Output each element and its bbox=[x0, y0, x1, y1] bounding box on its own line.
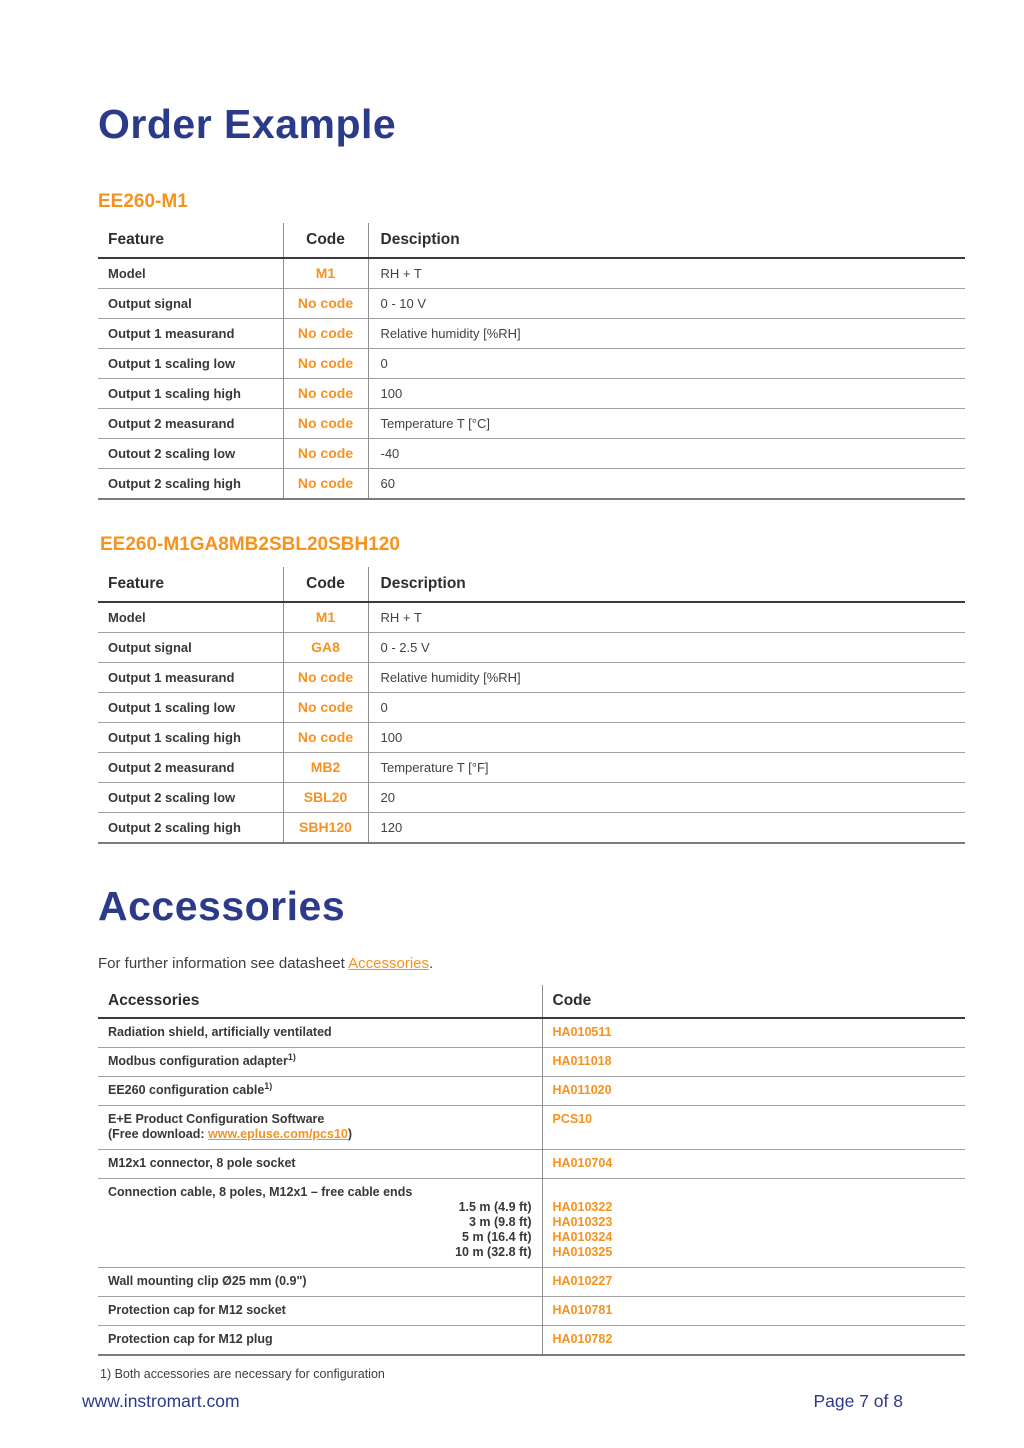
code-cell: No code bbox=[283, 469, 368, 500]
description-cell: 60 bbox=[368, 469, 965, 500]
accessory-label: Protection cap for M12 socket bbox=[108, 1303, 286, 1317]
order-model-heading: EE260-M1GA8MB2SBL20SBH120 bbox=[100, 534, 400, 555]
table-row bbox=[98, 602, 965, 633]
code-cell: GA8 bbox=[283, 633, 368, 663]
column-header-accessories: Accessories bbox=[108, 992, 200, 1009]
table-row bbox=[98, 633, 965, 663]
accessory-row bbox=[98, 1179, 965, 1268]
table-row bbox=[98, 439, 965, 469]
footer-page-number: Page 7 of 8 bbox=[813, 1391, 903, 1411]
accessory-row bbox=[98, 1106, 965, 1150]
feature-cell: Output 1 measurand bbox=[108, 670, 235, 685]
order-example-block bbox=[98, 191, 965, 500]
accessory-label-cell bbox=[98, 1268, 542, 1297]
download-link[interactable]: www.epluse.com/pcs10 bbox=[208, 1127, 348, 1141]
accessory-label: EE260 configuration cable bbox=[108, 1083, 265, 1097]
description-cell: Temperature T [°F] bbox=[368, 753, 965, 783]
description-cell: -40 bbox=[368, 439, 965, 469]
description-cell: Temperature T [°C] bbox=[368, 409, 965, 439]
accessory-label-cell bbox=[98, 1106, 542, 1150]
code-cell: No code bbox=[283, 663, 368, 693]
column-header-code: Code bbox=[283, 223, 368, 258]
code-cell: No code bbox=[283, 349, 368, 379]
table-row bbox=[98, 663, 965, 693]
accessory-label: Wall mounting clip Ø25 mm (0.9") bbox=[108, 1274, 307, 1288]
feature-cell: Output 1 scaling high bbox=[108, 730, 241, 745]
page-footer bbox=[82, 1391, 903, 1412]
description-cell: 0 - 10 V bbox=[368, 289, 965, 319]
download-text-post: ) bbox=[347, 1127, 353, 1141]
order-table-header-row bbox=[98, 567, 965, 602]
column-header-feature: Feature bbox=[108, 231, 164, 248]
variant-code: HA010325 bbox=[552, 1245, 613, 1259]
accessory-code: HA010704 bbox=[552, 1156, 613, 1170]
table-row bbox=[98, 289, 965, 319]
accessory-code-cell bbox=[542, 1077, 965, 1106]
accessory-code: HA010227 bbox=[552, 1274, 613, 1288]
variant-code: HA010323 bbox=[552, 1215, 613, 1229]
feature-cell: Output 2 scaling low bbox=[108, 790, 236, 805]
column-header-feature: Feature bbox=[108, 575, 164, 592]
order-table-header-row bbox=[98, 223, 965, 258]
accessory-code: HA010511 bbox=[552, 1025, 612, 1039]
code-cell: No code bbox=[283, 723, 368, 753]
description-cell: 100 bbox=[368, 379, 965, 409]
description-cell: Relative humidity [%RH] bbox=[368, 663, 965, 693]
variant-code: HA010324 bbox=[552, 1230, 613, 1244]
accessory-label-cell bbox=[98, 1326, 542, 1356]
code-cell: MB2 bbox=[283, 753, 368, 783]
feature-cell: Output 2 scaling high bbox=[108, 820, 241, 835]
footnote-marker: 1) bbox=[287, 1051, 296, 1062]
accessory-label-cell bbox=[98, 1297, 542, 1326]
description-cell: RH + T bbox=[368, 258, 965, 289]
accessory-code-cell bbox=[542, 1150, 965, 1179]
column-header-description: Desciption bbox=[368, 223, 965, 258]
description-cell: RH + T bbox=[368, 602, 965, 633]
code-cell: No code bbox=[283, 693, 368, 723]
table-row bbox=[98, 258, 965, 289]
feature-cell: Output 1 scaling low bbox=[108, 700, 236, 715]
feature-cell: Output signal bbox=[108, 296, 192, 311]
accessory-label: Connection cable, 8 poles, M12x1 – free cable ends bbox=[108, 1185, 413, 1199]
table-row bbox=[98, 349, 965, 379]
download-text-pre: (Free download: bbox=[108, 1127, 208, 1141]
code-cell: No code bbox=[283, 379, 368, 409]
feature-cell: Model bbox=[108, 610, 146, 625]
accessories-intro bbox=[98, 955, 965, 973]
feature-cell: Output signal bbox=[108, 640, 192, 655]
column-header-code: Code bbox=[283, 567, 368, 602]
accessory-label-cell bbox=[98, 1179, 542, 1268]
table-row bbox=[98, 469, 965, 500]
accessory-row bbox=[98, 1048, 965, 1077]
accessory-code-cell bbox=[542, 1297, 965, 1326]
table-row bbox=[98, 723, 965, 753]
order-table bbox=[98, 223, 965, 500]
accessory-label: M12x1 connector, 8 pole socket bbox=[108, 1156, 296, 1170]
accessory-label: Radiation shield, artificially ventilated bbox=[108, 1025, 332, 1039]
code-cell: No code bbox=[283, 319, 368, 349]
feature-cell: Output 2 measurand bbox=[108, 760, 235, 775]
table-row bbox=[98, 813, 965, 844]
description-cell: 0 bbox=[368, 693, 965, 723]
description-cell: 100 bbox=[368, 723, 965, 753]
description-cell: 120 bbox=[368, 813, 965, 844]
variant-size: 3 m (9.8 ft) bbox=[468, 1215, 532, 1229]
page-content bbox=[98, 102, 965, 1382]
table-row bbox=[98, 693, 965, 723]
code-cell: SBH120 bbox=[283, 813, 368, 844]
description-cell: 0 bbox=[368, 349, 965, 379]
accessory-code-cell bbox=[542, 1106, 965, 1150]
code-cell: M1 bbox=[283, 602, 368, 633]
accessory-label-cell bbox=[98, 1077, 542, 1106]
description-cell: 20 bbox=[368, 783, 965, 813]
feature-cell: Output 2 scaling high bbox=[108, 476, 241, 491]
feature-cell: Output 1 scaling low bbox=[108, 356, 236, 371]
accessory-code: HA010781 bbox=[552, 1303, 613, 1317]
accessory-row bbox=[98, 1150, 965, 1179]
order-table bbox=[98, 567, 965, 844]
description-cell: 0 - 2.5 V bbox=[368, 633, 965, 663]
footer-url: www.instromart.com bbox=[82, 1391, 240, 1411]
accessory-code-cell bbox=[542, 1268, 965, 1297]
column-header-description: Description bbox=[368, 567, 965, 602]
intro-period: . bbox=[429, 955, 434, 972]
accessory-label: Protection cap for M12 plug bbox=[108, 1332, 273, 1346]
code-cell: No code bbox=[283, 409, 368, 439]
column-header-code: Code bbox=[542, 985, 965, 1018]
order-example-block bbox=[98, 534, 965, 844]
table-row bbox=[98, 783, 965, 813]
accessory-code: HA011018 bbox=[552, 1054, 612, 1068]
accessory-label-cell bbox=[98, 1150, 542, 1179]
accessory-label-cell bbox=[98, 1048, 542, 1077]
accessory-code-cell bbox=[542, 1326, 965, 1356]
code-spacer bbox=[553, 1185, 966, 1200]
accessory-code: HA011020 bbox=[552, 1083, 612, 1097]
feature-cell: Output 2 measurand bbox=[108, 416, 235, 431]
accessory-code: PCS10 bbox=[552, 1112, 593, 1126]
variant-code: HA010322 bbox=[552, 1200, 613, 1214]
feature-cell: Output 1 scaling high bbox=[108, 386, 241, 401]
table-row bbox=[98, 409, 965, 439]
order-tables-section bbox=[98, 191, 965, 844]
feature-cell: Model bbox=[108, 266, 146, 281]
accessory-label: Modbus configuration adapter bbox=[108, 1054, 288, 1068]
table-row bbox=[98, 753, 965, 783]
download-line bbox=[108, 1127, 542, 1142]
accessory-row bbox=[98, 1297, 965, 1326]
accessories-table bbox=[98, 985, 965, 1356]
variant-size: 5 m (16.4 ft) bbox=[462, 1230, 532, 1244]
code-cell: No code bbox=[283, 289, 368, 319]
accessory-row bbox=[98, 1326, 965, 1356]
code-cell: SBL20 bbox=[283, 783, 368, 813]
page-title-accessories: Accessories bbox=[98, 883, 346, 929]
feature-cell: Outout 2 scaling low bbox=[108, 446, 236, 461]
accessory-code-cell bbox=[542, 1048, 965, 1077]
accessory-row bbox=[98, 1268, 965, 1297]
accessory-code-cell bbox=[542, 1179, 965, 1268]
variant-size: 10 m (32.8 ft) bbox=[455, 1245, 532, 1259]
accessory-row bbox=[98, 1018, 965, 1048]
table-row bbox=[98, 379, 965, 409]
accessory-code-cell bbox=[542, 1018, 965, 1048]
intro-text: For further information see datasheet bbox=[98, 955, 349, 972]
footnote: 1) Both accessories are necessary for configuration bbox=[100, 1367, 385, 1381]
accessory-code: HA010782 bbox=[552, 1332, 613, 1346]
accessory-row bbox=[98, 1077, 965, 1106]
code-cell: M1 bbox=[283, 258, 368, 289]
page-title-order-example: Order Example bbox=[98, 101, 397, 147]
accessories-datasheet-link[interactable]: Accessories bbox=[348, 955, 429, 972]
order-model-heading: EE260-M1 bbox=[98, 191, 188, 212]
table-row bbox=[98, 319, 965, 349]
description-cell: Relative humidity [%RH] bbox=[368, 319, 965, 349]
accessory-label-cell bbox=[98, 1018, 542, 1048]
variant-size: 1.5 m (4.9 ft) bbox=[458, 1200, 532, 1214]
footnote-marker: 1) bbox=[264, 1080, 273, 1091]
accessories-header-row bbox=[98, 985, 965, 1018]
code-cell: No code bbox=[283, 439, 368, 469]
accessory-label: E+E Product Configuration Software bbox=[108, 1112, 325, 1126]
feature-cell: Output 1 measurand bbox=[108, 326, 235, 341]
